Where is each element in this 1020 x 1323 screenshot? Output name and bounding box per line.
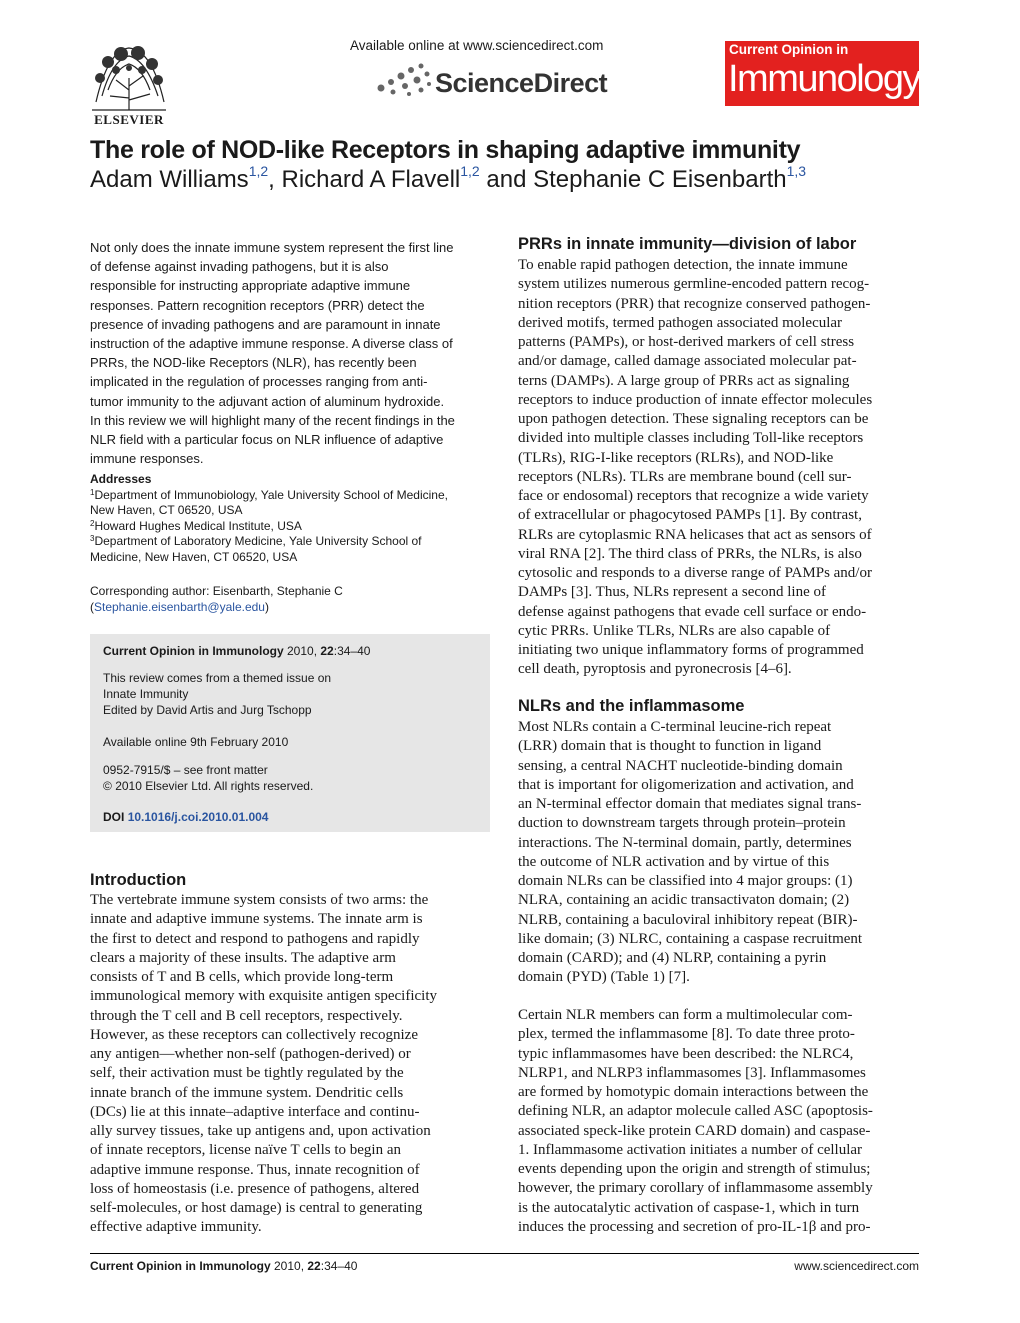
address-text: Department of Laboratory Medicine, Yale University School of	[94, 534, 422, 548]
abstract-line: NLR field with a particular focus on NLR influence of adaptive	[90, 432, 444, 448]
prrs-line: patterns (PAMPs), or host-derived markers of cell stress	[518, 334, 855, 350]
prrs-line: receptors to induce production of innate effector molecules	[518, 391, 873, 408]
footer-year: 2010,	[274, 1259, 305, 1273]
nlrs-line: typic inflammasomes have been described: the NLRC4,	[518, 1045, 854, 1062]
nlrs-line: NLRA, containing an acidic transactivaton domain; (2)	[518, 892, 850, 909]
journal-logo-line2: Immunology	[728, 58, 920, 100]
info-volume: 22	[320, 644, 334, 658]
nlrs-line: is the autocatalytic activation of caspase-1, which in turn	[518, 1199, 860, 1216]
prrs-heading: PRRs in innate immunity—division of labor	[518, 235, 857, 253]
introduction-heading: Introduction	[90, 871, 187, 889]
address-line	[90, 488, 482, 504]
nlrs-line: duction to downstream targets through protein–protein	[518, 815, 846, 832]
available-online-text: Available online at www.sciencedirect.com	[350, 38, 604, 53]
nlrs-line: an N-terminal effector domain that mediates signal trans-	[518, 796, 862, 812]
info-journal: Current Opinion in Immunology	[103, 644, 284, 658]
prrs-line: face or endosomal) receptors that recognize a wide variety	[518, 488, 869, 504]
introduction-line: of innate receptors, license naïve T cells to begin an	[90, 1142, 402, 1159]
introduction-line: any antigen—whether non-self (pathogen-derived) or	[90, 1046, 411, 1062]
prrs-line: cell death, pyroptosis and pyronecrosis [4–6].	[518, 661, 792, 678]
nlrs-line: Certain NLR members can form a multimolecular com-	[518, 1007, 853, 1023]
prrs-line: and/or damage, called damage associated molecular pat-	[518, 353, 857, 370]
introduction-line: consists of T and B cells, which provide long-term	[90, 969, 394, 985]
info-pages: :34–40	[333, 644, 371, 658]
journal-logo-box	[725, 41, 919, 106]
nlrs-body-2	[518, 1006, 919, 1237]
footer-journal: Current Opinion in Immunology	[90, 1259, 271, 1273]
abstract-line: Not only does the innate immune system represent the first line	[90, 240, 454, 255]
prrs-line: To enable rapid pathogen detection, the innate immune	[518, 257, 848, 273]
introduction-line: innate and adaptive immune systems. The innate arm is	[90, 911, 423, 928]
address-text: Howard Hughes Medical Institute, USA	[94, 518, 302, 533]
nlrs-line: defining NLR, an adaptor molecule called ASC (apoptosis-	[518, 1103, 873, 1120]
publisher-name: ELSEVIER	[94, 112, 164, 127]
info-available: Available online 9th February 2010	[103, 735, 289, 749]
footer-pages: :34–40	[320, 1259, 358, 1273]
prrs-line: of extracellular or phagocytosed PAMPs [1]. By contrast,	[518, 507, 862, 524]
prrs-line: upon pathogen detection. These signaling receptors can be	[518, 411, 869, 427]
nlrs-line: associated speck-like protein CARD domain) and caspase-	[518, 1122, 871, 1139]
abstract-line: tumor immunity to the adjuvant action of aluminum hydroxide.	[90, 393, 445, 409]
nlrs-line: interactions. The N-terminal domain, partly, determines	[518, 834, 852, 851]
introduction-line: effective adaptive immunity.	[90, 1219, 262, 1236]
introduction-body	[90, 891, 490, 1238]
nlrs-line: are formed by homotypic domain interactions between the	[518, 1084, 869, 1100]
nlrs-line: NLRP1, and NLRP3 inflammasomes [3]. Inflammasomes	[518, 1064, 866, 1081]
nlrs-line: events depending upon the origin and strength of stimulus;	[518, 1161, 871, 1177]
info-themed-line: This review comes from a themed issue on	[103, 671, 332, 685]
prrs-line: system utilizes numerous germline-encoded pattern recog-	[518, 276, 870, 293]
introduction-line: the first to detect and respond to pathogens and rapidly	[90, 930, 420, 947]
abstract-line: presence of invading pathogens and are paramount in innate	[90, 316, 441, 332]
nlrs-line: like domain; (3) NLRC, containing a caspase recruitment	[518, 930, 863, 947]
info-editors: Edited by David Artis and Jurg Tschopp	[103, 703, 312, 717]
author-list	[90, 163, 807, 194]
prrs-line: receptors (NLRs). TLRs are membrane bound (cell sur-	[518, 468, 852, 485]
abstract-line: immune responses.	[90, 451, 204, 467]
nlrs-line: (LRR) domain that is thought to function in ligand	[518, 738, 822, 755]
nlrs-line: NLRB, containing a baculoviral inhibitory repeat (BIR)-	[518, 911, 858, 928]
prrs-line: cytosolic and responds to a diverse range of PAMPs and/or	[518, 565, 872, 581]
introduction-line: ally survey tissues, take up antigens and, upon activation	[90, 1123, 431, 1139]
sciencedirect-dots-icon	[375, 62, 433, 98]
introduction-line: adaptive immune response. Thus, innate recognition of	[90, 1161, 420, 1178]
author-name: Richard A Flavell	[281, 166, 461, 193]
introduction-line: through the T cell and B cell receptors, respectively.	[90, 1007, 403, 1024]
prrs-line: nition receptors (PRR) that recognize conserved pathogen-	[518, 295, 871, 312]
prrs-line: initiating two unique inflammatory forms of programmed	[518, 642, 864, 658]
copyright-icon: ©	[103, 779, 116, 793]
doi-link[interactable]: 10.1016/j.coi.2010.01.004	[127, 810, 269, 824]
journal-logo-line1: Current Opinion in	[729, 42, 849, 57]
author-affiliation[interactable]: 1,3	[786, 163, 807, 179]
info-copyright	[103, 779, 313, 795]
sciencedirect-wordmark: ScienceDirect	[435, 68, 608, 98]
corresponding-author: Corresponding author: Eisenbarth, Stephanie C (Stephanie.eisenbarth@yale.edu)	[90, 584, 482, 615]
author-affiliation[interactable]: 1,2	[248, 163, 269, 179]
address-text: Department of Immunobiology, Yale University School of Medicine,	[94, 487, 448, 502]
introduction-line: immunological memory with exquisite antigen specificity	[90, 988, 438, 1005]
abstract-line: instruction of the adaptive immune response. A diverse class of	[90, 336, 453, 352]
introduction-line: loss of homeostasis (i.e. presence of pathogens, altered	[90, 1180, 420, 1197]
corresponding-email-link[interactable]: Stephanie.eisenbarth@yale.edu	[94, 599, 265, 614]
prrs-line: cytic PRRs. Unlike TLRs, NLRs are also capable of	[518, 622, 831, 639]
footer-volume: 22	[307, 1259, 321, 1273]
nlrs-body	[518, 718, 919, 988]
address-number: 2	[90, 518, 95, 528]
footer-rule	[90, 1253, 919, 1254]
nlrs-line: 1. Inflammasome activation initiates a number of cellular	[518, 1141, 863, 1158]
prrs-body	[518, 256, 919, 680]
prrs-line: RLRs are cytoplasmic RNA helicases that act as sensors of	[518, 526, 872, 543]
article-info-box	[90, 634, 490, 832]
nlrs-line: domain (CARD); and (4) NLRP, containing a pyrin	[518, 950, 827, 966]
address-text: Medicine, New Haven, CT 06520, USA	[90, 549, 298, 564]
prrs-line: viral RNA [2]. The third class of PRRs, the NLRs, is also	[518, 545, 862, 562]
introduction-line: clears a majority of these insults. The adaptive arm	[90, 949, 396, 966]
nlrs-heading: NLRs and the inflammasome	[518, 697, 745, 715]
footer-url-link[interactable]: www.sciencedirect.com	[794, 1259, 919, 1273]
introduction-line: self-molecules, or host damage) is central to generating	[90, 1200, 423, 1216]
nlrs-line: sensing, a central NACHT nucleotide-binding domain	[518, 757, 843, 774]
info-copyright-text: 2010 Elsevier Ltd. All rights reserved.	[115, 779, 314, 793]
abstract-line: In this review we will highlight many of the recent findings in the	[90, 412, 455, 428]
author-name: Adam Williams	[90, 166, 249, 193]
nlrs-line: Most NLRs contain a C-terminal leucine-rich repeat	[518, 719, 832, 735]
address-text: New Haven, CT 06520, USA	[90, 503, 243, 517]
abstract-line: responsible for instructing appropriate adaptive immune	[90, 278, 411, 294]
author-affiliation[interactable]: 1,2	[460, 163, 480, 179]
abstract-line: implicated in the regulation of processes ranging from anti-	[90, 374, 428, 390]
doi-label: DOI	[103, 810, 125, 824]
info-themed-topic: Innate Immunity	[103, 687, 189, 701]
prrs-line: DAMPs [3]. Thus, NLRs represent a second line of	[518, 584, 827, 601]
prrs-line: (TLRs), RIG-I-like receptors (RLRs), and NOD-like	[518, 449, 834, 466]
address-number: 1	[90, 487, 95, 497]
prrs-line: derived motifs, termed pathogen associated molecular	[518, 314, 843, 331]
info-year: 2010,	[287, 644, 318, 658]
address-number: 3	[90, 534, 95, 543]
nlrs-line: domain (PYD) (Table 1) [7].	[518, 969, 690, 986]
corresponding-author-line: Corresponding author: Eisenbarth, Stephanie C	[90, 584, 343, 598]
addresses	[90, 472, 482, 565]
nlrs-line: domain NLRs can be classified into 4 major groups: (1)	[518, 873, 853, 889]
introduction-line: However, as these receptors can collectively recognize	[90, 1026, 418, 1043]
abstract-line: responses. Pattern recognition receptors (PRR) detect the	[90, 297, 425, 313]
info-issn: 0952-7915/$ – see front matter	[103, 763, 268, 777]
introduction-line: The vertebrate immune system consists of two arms: the	[90, 892, 429, 908]
nlrs-line: the outcome of NLR activation and by virtue of this	[518, 853, 830, 870]
author-separator: and	[479, 166, 534, 193]
nlrs-line: plex, termed the inflammasome [8]. To date three proto-	[518, 1026, 855, 1043]
abstract	[90, 238, 482, 468]
nlrs-line: however, the primary corollary of inflammasome assembly	[518, 1180, 873, 1197]
author-name: Stephanie C Eisenbarth	[533, 166, 787, 193]
prrs-line: terns (DAMPs). A large group of PRRs act as signaling	[518, 372, 850, 389]
abstract-line: of defense against invading pathogens, but it is also	[90, 259, 389, 275]
prrs-line: divided into multiple classes including Toll-like receptors	[518, 430, 864, 447]
addresses-heading: Addresses	[90, 472, 152, 486]
info-doi	[103, 810, 268, 826]
nlrs-line: induces the processing and secretion of pro-IL-1β and pro-	[518, 1218, 871, 1235]
author-separator: ,	[268, 166, 282, 193]
introduction-line: innate branch of the immune system. Dendritic cells	[90, 1084, 404, 1101]
info-citation	[103, 644, 370, 660]
address-line	[90, 519, 482, 535]
introduction-line: (DCs) lie at this innate–adaptive interface and continu-	[90, 1103, 420, 1120]
address-line	[90, 534, 482, 550]
article-title: The role of NOD-like Receptors in shaping adaptive immunity	[90, 136, 801, 164]
introduction-line: self, their activation must be tightly regulated by the	[90, 1065, 404, 1082]
prrs-line: defense against pathogens that evade cell surface or endo-	[518, 603, 867, 620]
nlrs-line: that is important for oligomerization and activation, and	[518, 776, 854, 793]
abstract-line: PRRs, the NOD-like Receptors (NLR), has recently been	[90, 355, 417, 371]
footer-citation	[90, 1259, 357, 1273]
